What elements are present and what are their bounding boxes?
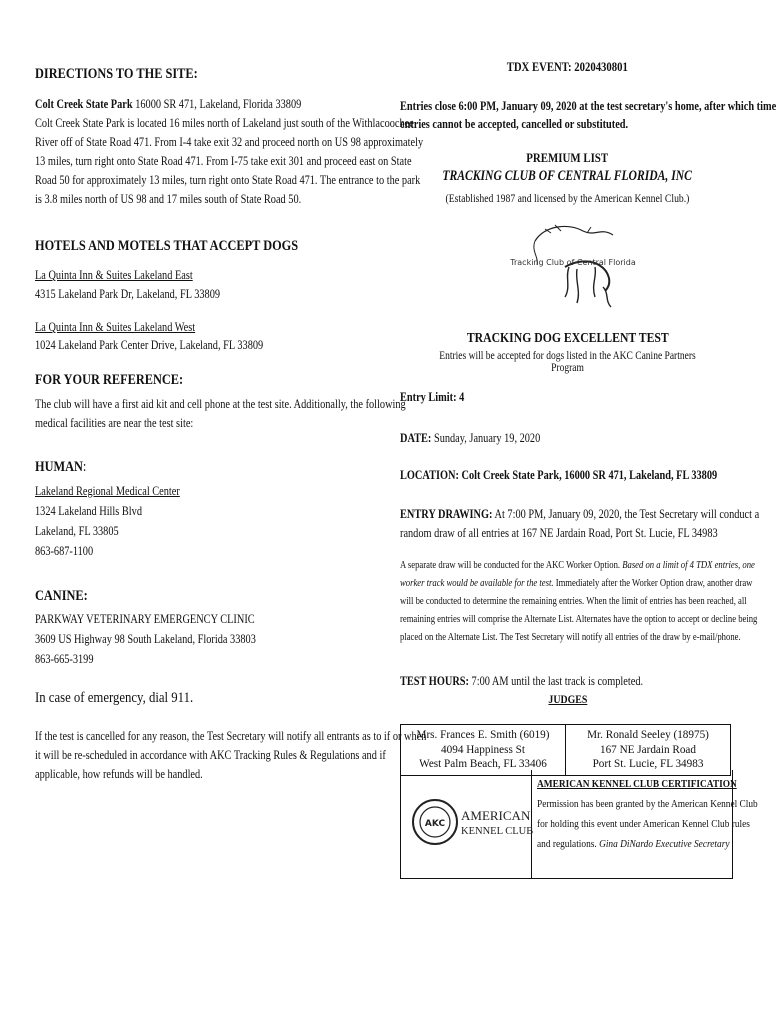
entry-limit: Entry Limit: 4 xyxy=(400,390,465,404)
hotels-heading: HOTELS AND MOTELS THAT ACCEPT DOGS xyxy=(35,238,299,254)
test-hours-label: TEST HOURS: xyxy=(400,674,469,688)
judge-1-name: Mrs. Frances E. Smith (6019) xyxy=(416,729,550,741)
judge-2-city: Port St. Lucie, FL 34983 xyxy=(592,758,704,770)
cancel-line: it will be re-scheduled in accordance with AKC Tracking Rules & Regulations and if xyxy=(35,748,386,762)
svg-text:Tracking Club of Central Flori: Tracking Club of Central Florida xyxy=(510,258,636,267)
directions-line: Colt Creek State Park is located 16 miles north of Lakeland just south of the Withlacoochee xyxy=(35,116,414,130)
established-note: (Established 1987 and licensed by the American Kennel Club.) xyxy=(445,193,690,205)
canine-phone: 863-665-3199 xyxy=(35,652,94,666)
judge-1-city: West Palm Beach, FL 33406 xyxy=(419,758,547,770)
judge-2 xyxy=(566,725,731,776)
date-value: Sunday, January 19, 2020 xyxy=(431,431,541,445)
club-name: TRACKING CLUB OF CENTRAL FLORIDA, INC xyxy=(442,168,693,184)
separate-draw-line: remaining entries will comprise the Alternate List. Alternates have the option to accept or decline being xyxy=(400,613,758,625)
cert-last-line: and regulations. Gina DiNardo Executive Secretary xyxy=(537,838,730,850)
canine-address: 3609 US Highway 98 South Lakeland, Florida 33803 xyxy=(35,632,256,646)
site-name-line xyxy=(35,95,301,113)
reference-line: The club will have a first aid kit and cell phone at the test site. Additionally, the following xyxy=(35,397,406,411)
judges-table xyxy=(400,724,731,776)
drawing-label: ENTRY DRAWING: xyxy=(400,507,493,521)
emergency-note: In case of emergency, dial 911. xyxy=(35,690,194,706)
judge-2-street: 167 NE Jardain Road xyxy=(599,743,696,756)
cert-line: for holding this event under American Kennel Club rules xyxy=(537,818,750,830)
entries-close-line: Entries close 6:00 PM, January 09, 2020 at the test secretary's home, after which time xyxy=(400,99,776,113)
human-facility-name: Lakeland Regional Medical Center xyxy=(35,484,180,498)
separate-draw-line: worker track would be available for the test. Immediately after the Worker Option draw, another draw xyxy=(400,577,753,589)
akc-seal-icon xyxy=(401,770,534,878)
cancel-line: applicable, how refunds will be handled. xyxy=(35,767,203,781)
judge-1-street: 4094 Happiness St xyxy=(441,743,525,756)
directions-heading: DIRECTIONS TO THE SITE: xyxy=(35,66,198,82)
directions-line: is 3.8 miles north of US 98 and 17 miles south of State Road 50. xyxy=(35,192,302,206)
human-heading-line xyxy=(35,459,86,476)
tracking-dog-icon xyxy=(510,221,636,313)
akc-certification-box xyxy=(400,770,758,879)
date-line xyxy=(400,429,540,447)
entries-note: Entries will be accepted for dogs listed in the AKC Canine Partners Program xyxy=(439,350,696,374)
entry-drawing-line: random draw of all entries at 167 NE Jardain Road, Port St. Lucie, FL 34983 xyxy=(400,526,718,540)
site-name: Colt Creek State Park xyxy=(35,97,133,111)
human-phone: 863-687-1100 xyxy=(35,544,94,558)
human-heading: HUMAN xyxy=(35,459,83,475)
directions-line: 13 miles, turn right onto State Road 471. From I-75 take exit 301 and proceed east on State xyxy=(35,154,412,168)
test-title: TRACKING DOG EXCELLENT TEST xyxy=(466,330,669,345)
test-hours-value: 7:00 AM until the last track is completed. xyxy=(468,674,644,688)
svg-text:AKC: AKC xyxy=(424,819,446,829)
separate-draw-line: A separate draw will be conducted for the AKC Worker Option. Based on a limit of 4 TDX entries, one xyxy=(400,559,755,571)
hotel1-address: 4315 Lakeland Park Dr, Lakeland, FL 33809 xyxy=(35,287,221,301)
canine-clinic-name: PARKWAY VETERINARY EMERGENCY CLINIC xyxy=(35,612,255,626)
human-city: Lakeland, FL 33805 xyxy=(35,524,119,538)
separate-draw-line: placed on the Alternate List. The Test Secretary will notify all entries of the draw by e-mail/phone. xyxy=(400,631,741,643)
directions-line: Road 50 for approximately 13 miles, turn right onto State Road 471. The entrance to the park xyxy=(35,173,421,187)
site-address: 16000 SR 471, Lakeland, Florida 33809 xyxy=(132,97,302,111)
svg-text:KENNEL CLUB: KENNEL CLUB xyxy=(461,826,534,837)
cert-heading: AMERICAN KENNEL CLUB CERTIFICATION xyxy=(537,778,737,790)
judges-heading: JUDGES xyxy=(548,693,587,706)
drawing-text: At 7:00 PM, January 09, 2020, the Test Secretary will conduct a xyxy=(492,507,760,521)
reference-heading: FOR YOUR REFERENCE: xyxy=(35,372,184,388)
human-colon: : xyxy=(82,459,87,475)
entry-drawing-line xyxy=(400,505,759,523)
akc-logo xyxy=(401,770,532,878)
svg-text:AMERICAN: AMERICAN xyxy=(461,808,531,823)
cert-signature: Gina DiNardo Executive Secretary xyxy=(599,838,730,850)
date-label: DATE: xyxy=(400,431,432,445)
separate-draw-line: will be conducted to determine the remaining entries. When the limit of entries has been reached, all xyxy=(400,595,747,607)
akc-certification-text xyxy=(537,774,758,854)
club-logo xyxy=(510,221,636,313)
cert-line: Permission has been granted by the American Kennel Club xyxy=(537,798,758,810)
event-number: TDX EVENT: 2020430801 xyxy=(506,60,629,74)
entries-close-line: entries cannot be accepted, cancelled or substituted. xyxy=(400,117,629,131)
hotel1-name: La Quinta Inn & Suites Lakeland East xyxy=(35,268,193,282)
human-address: 1324 Lakeland Hills Blvd xyxy=(35,504,142,518)
judge-1 xyxy=(401,725,566,776)
judge-2-name: Mr. Ronald Seeley (18975) xyxy=(587,729,709,741)
hotel2-address: 1024 Lakeland Park Center Drive, Lakeland, FL 33809 xyxy=(35,338,264,352)
reference-line: medical facilities are near the test site: xyxy=(35,416,194,430)
premium-list-heading: PREMIUM LIST xyxy=(526,151,609,165)
hotel2-name: La Quinta Inn & Suites Lakeland West xyxy=(35,320,196,334)
test-hours-line xyxy=(400,672,643,690)
cancel-line: If the test is cancelled for any reason, the Test Secretary will notify all entrants as to if or when xyxy=(35,729,427,743)
canine-heading: CANINE: xyxy=(35,588,88,604)
location: LOCATION: Colt Creek State Park, 16000 SR 471, Lakeland, FL 33809 xyxy=(400,468,718,482)
directions-line: River off of State Road 471. From I-4 take exit 32 and proceed north on US 98 approximately xyxy=(35,135,424,149)
